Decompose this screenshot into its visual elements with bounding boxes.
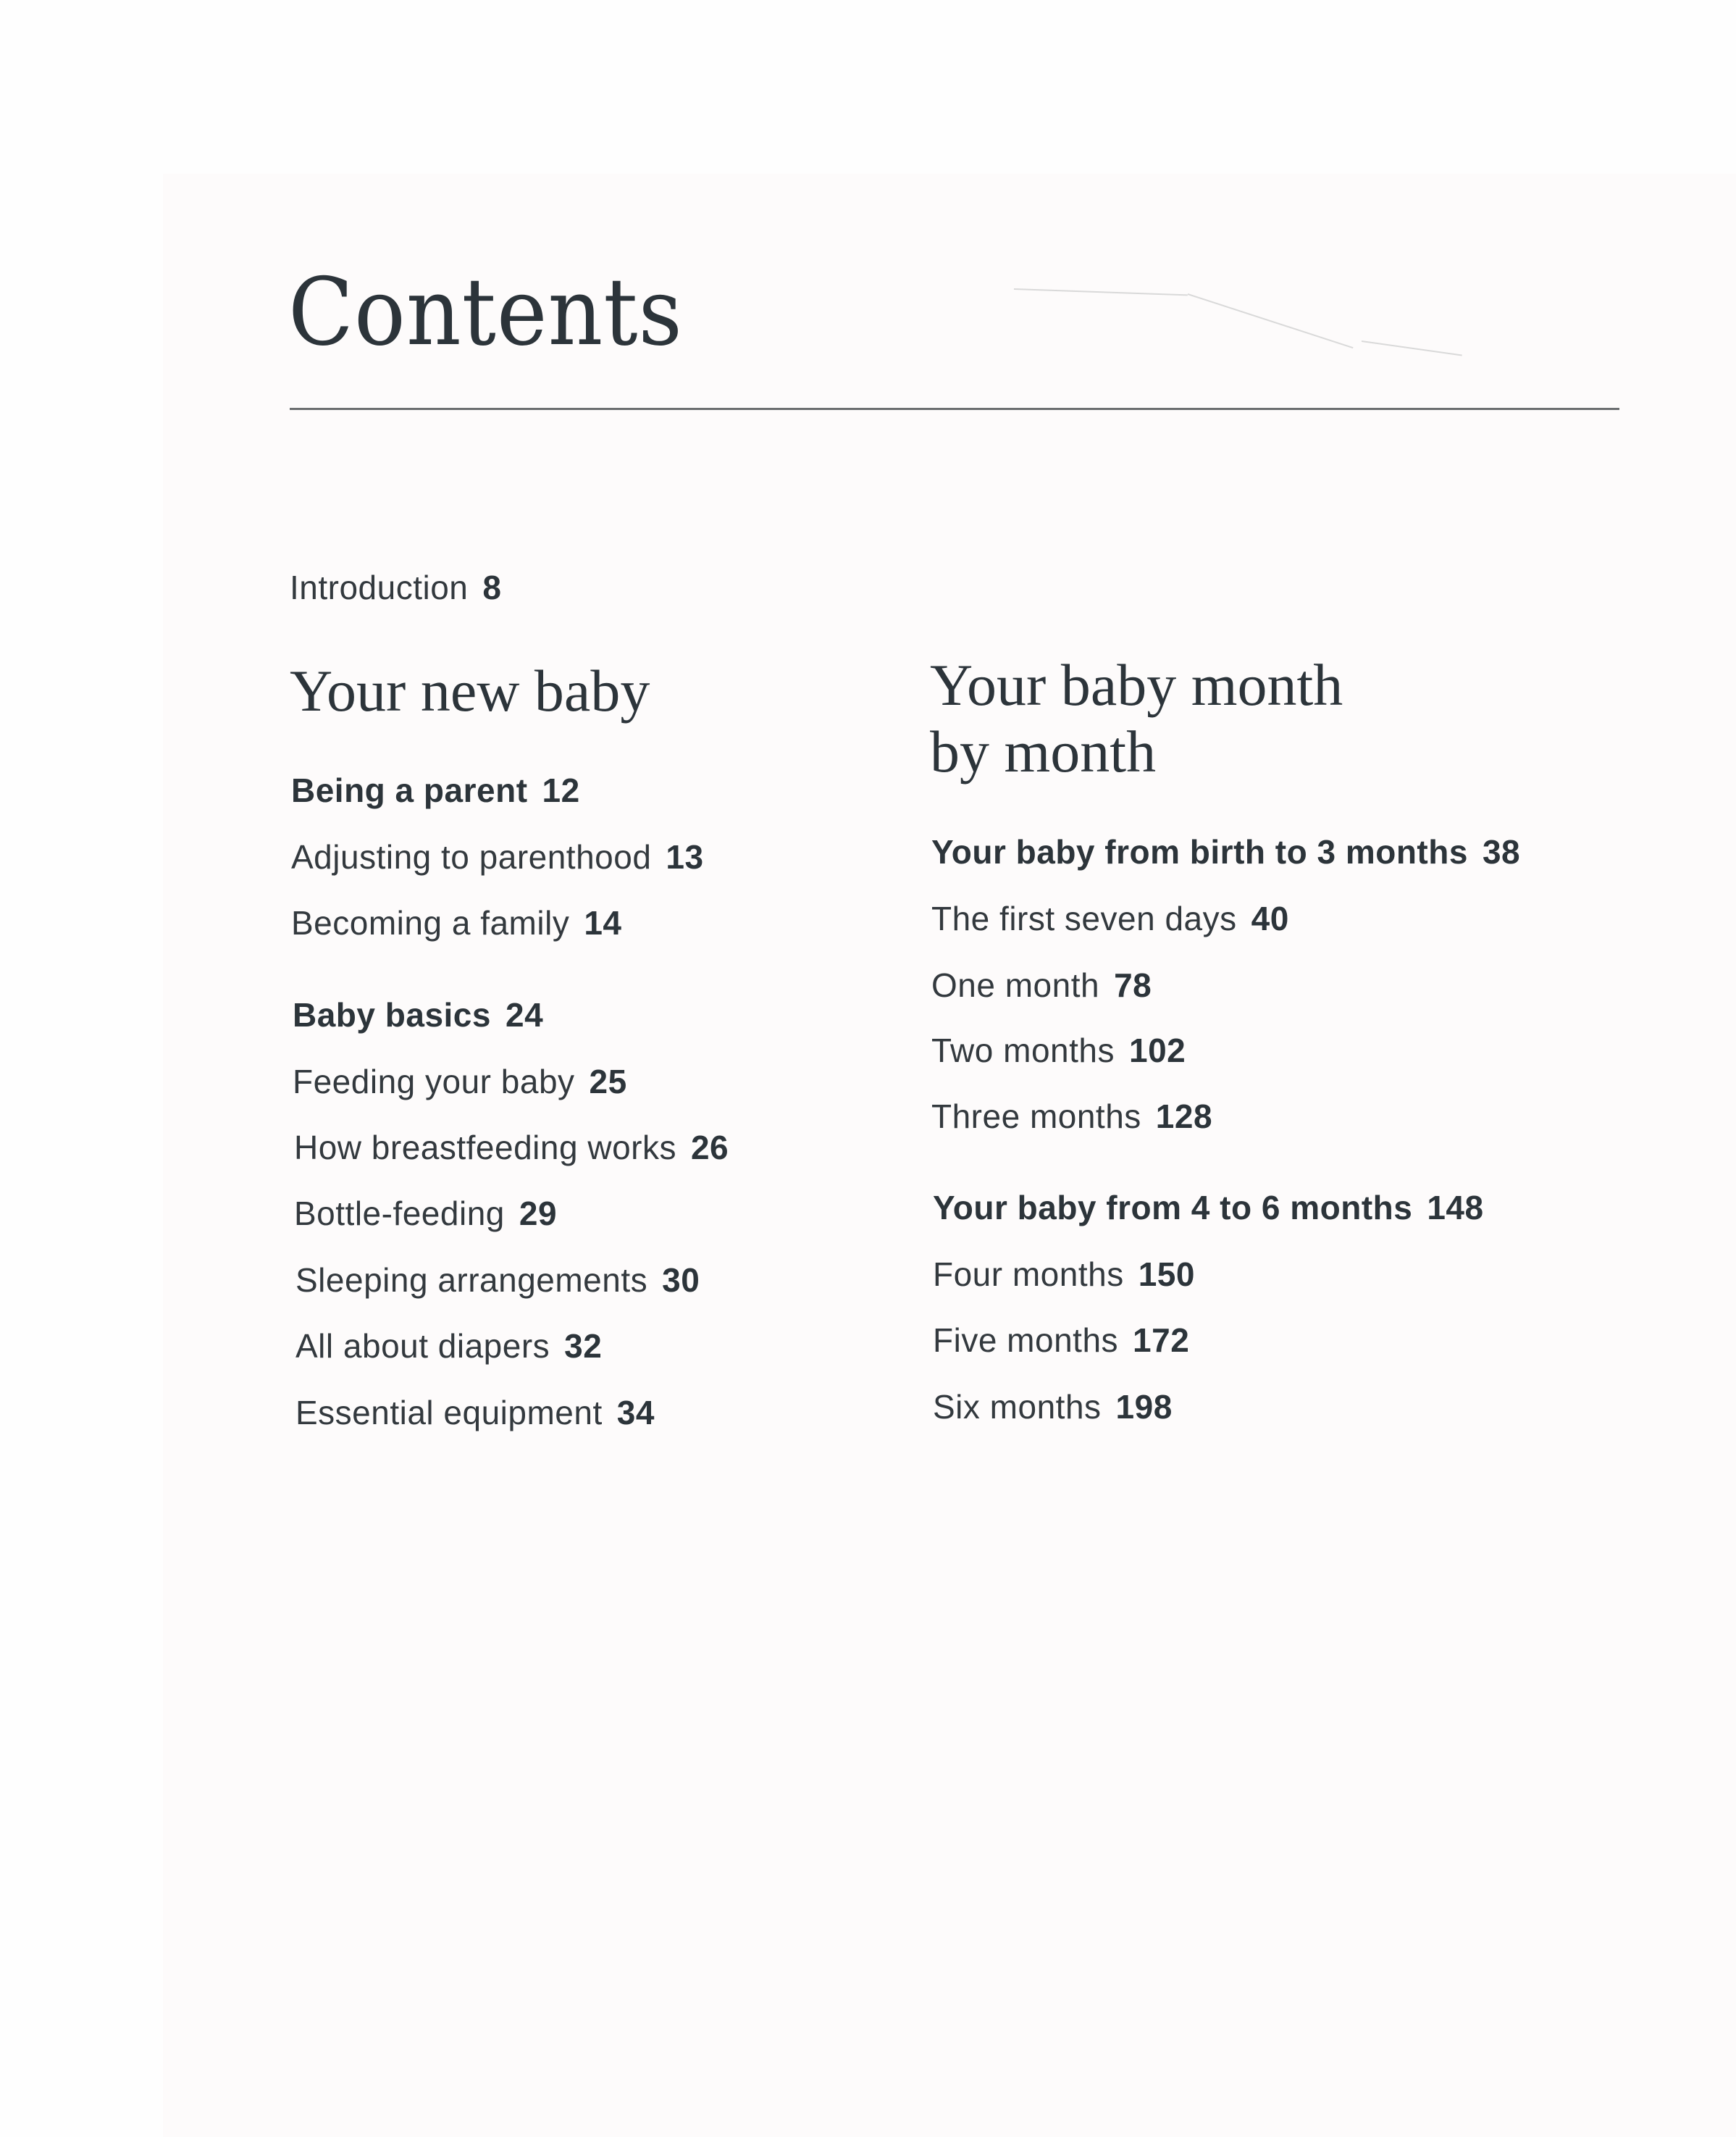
toc-entry[interactable]: Two months 102 bbox=[931, 1032, 1186, 1069]
toc-entry-page: 8 bbox=[482, 569, 502, 606]
toc-entry-introduction[interactable] bbox=[290, 571, 501, 604]
section-heading-line: by month bbox=[930, 719, 1157, 785]
toc-entry[interactable]: The first seven days 40 bbox=[931, 900, 1289, 937]
toc-entry[interactable]: Three months 128 bbox=[931, 1097, 1213, 1135]
section-heading-your-new-baby: Your new baby bbox=[290, 658, 650, 724]
toc-entry[interactable]: Becoming a family 14 bbox=[291, 904, 622, 942]
toc-entry[interactable]: Six months 198 bbox=[933, 1388, 1173, 1426]
toc-entry[interactable]: Essential equipment 34 bbox=[295, 1394, 655, 1431]
toc-entry[interactable]: Feeding your baby 25 bbox=[293, 1063, 627, 1100]
toc-group-title[interactable]: Being a parent 12 bbox=[291, 771, 580, 809]
page-title: Contents bbox=[288, 259, 683, 367]
section-heading-line: Your baby month bbox=[930, 652, 1343, 718]
toc-entry[interactable]: One month 78 bbox=[931, 966, 1152, 1004]
toc-group-title[interactable]: Baby basics 24 bbox=[293, 996, 544, 1034]
toc-entry[interactable]: Sleeping arrangements 30 bbox=[295, 1261, 700, 1299]
toc-entry[interactable]: Four months 150 bbox=[933, 1255, 1195, 1293]
toc-entry[interactable]: How breastfeeding works 26 bbox=[294, 1129, 729, 1166]
toc-entry[interactable]: Five months 172 bbox=[933, 1321, 1190, 1359]
section-heading-month-by-month bbox=[930, 652, 1343, 785]
toc-group-title[interactable]: Your baby from 4 to 6 months 148 bbox=[933, 1189, 1484, 1226]
toc-group-title[interactable]: Your baby from birth to 3 months 38 bbox=[931, 833, 1521, 871]
toc-entry[interactable]: All about diapers 32 bbox=[295, 1327, 603, 1365]
title-divider bbox=[290, 408, 1619, 410]
toc-entry[interactable]: Adjusting to parenthood 13 bbox=[291, 838, 704, 876]
toc-entry-label: Introduction bbox=[290, 569, 469, 606]
toc-entry[interactable]: Bottle-feeding 29 bbox=[294, 1195, 558, 1232]
